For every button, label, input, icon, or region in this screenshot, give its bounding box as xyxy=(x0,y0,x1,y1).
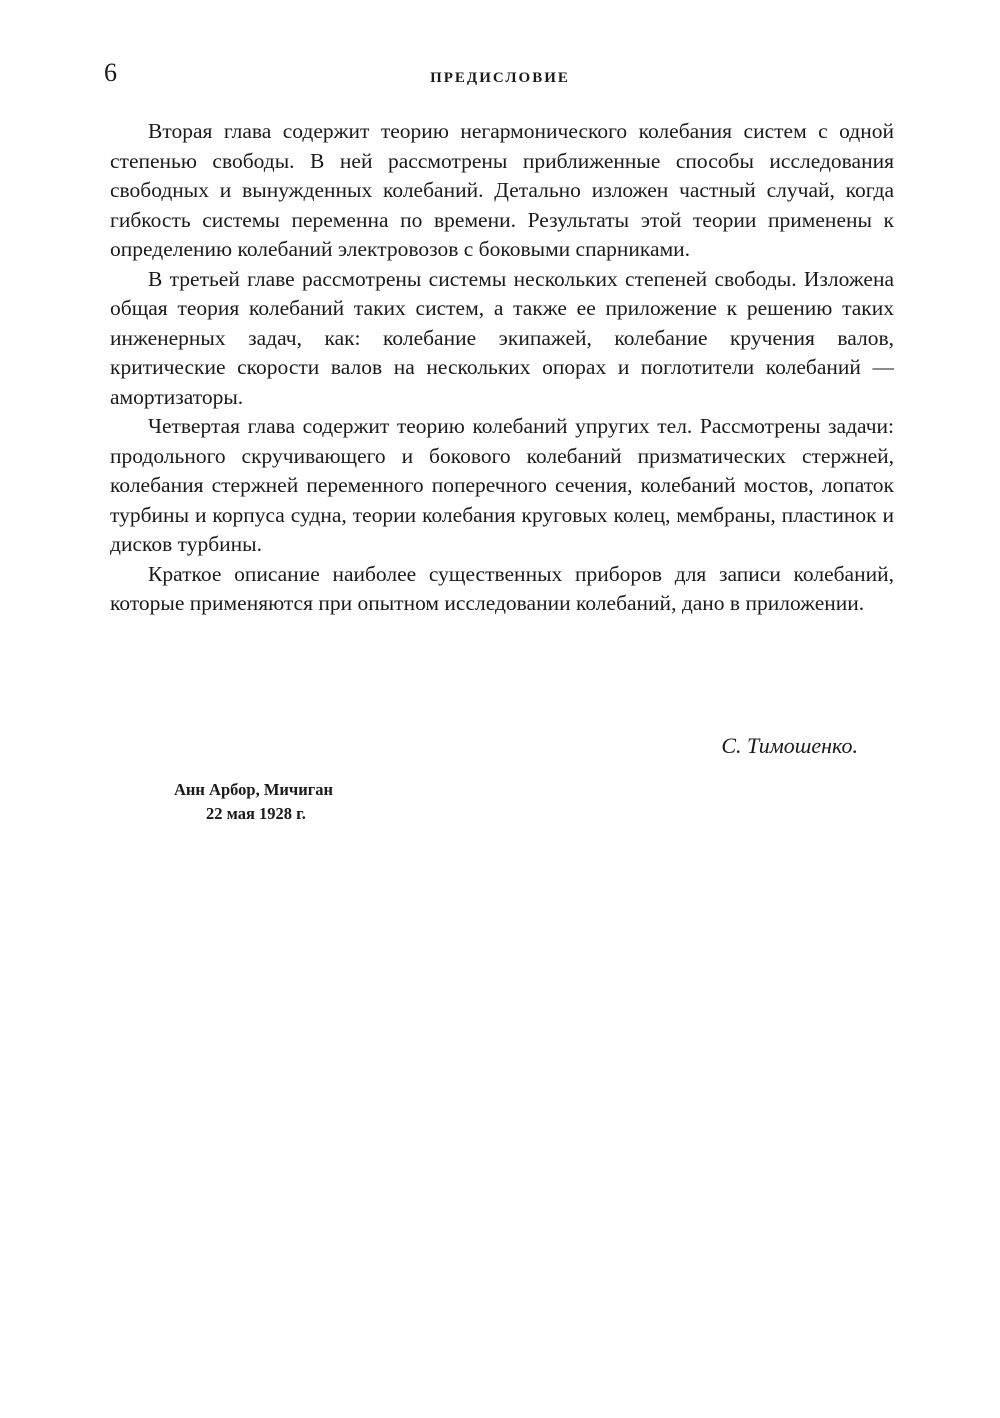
date-line: 22 мая 1928 г. xyxy=(206,804,306,823)
running-head: ПРЕДИСЛОВИЕ xyxy=(430,70,570,86)
paragraph-1: Вторая глава содержит теорию негармонического колебания систем с одной степенью свободы. В ней рассмотрены приближенные способы исследования свободных и вынужденных колебаний. Детально изложен частный случай, когда гибкость системы переменна по времени. Результаты этой теории применены к определению колебаний электровозов с боковыми спарниками. xyxy=(110,119,894,261)
page-number: 6 xyxy=(104,58,117,87)
place-line: Анн Арбор, Мичиган xyxy=(174,780,333,799)
place-date-block xyxy=(174,778,414,826)
paragraph-4: Краткое описание наиболее существенных приборов для записи колебаний, которые применяются при опытном исследовании колебаний, дано в приложении. xyxy=(110,561,894,615)
paragraph-2: В третьей главе рассмотрены системы нескольких степеней свободы. Изложена общая теория колебаний таких систем, а также ее приложение к решению таких инженерных задач, как: колебание экипажей, колебание кручения валов, критические скорости валов на нескольких опорах и поглотители колебаний — амортизаторы. xyxy=(110,266,894,409)
author-signature: С. Тимошенко. xyxy=(721,733,858,758)
preface-body xyxy=(110,117,894,619)
paragraph-3: Четвертая глава содержит теорию колебаний упругих тел. Рассмотрены задачи: продольного скручивающего и бокового колебаний призматических стержней, колебания стержней переменного поперечного сечения, колебаний мостов, лопаток турбины и корпуса судна, теории колебания круговых колец, мембраны, пластинок и дисков турбины. xyxy=(110,414,894,556)
